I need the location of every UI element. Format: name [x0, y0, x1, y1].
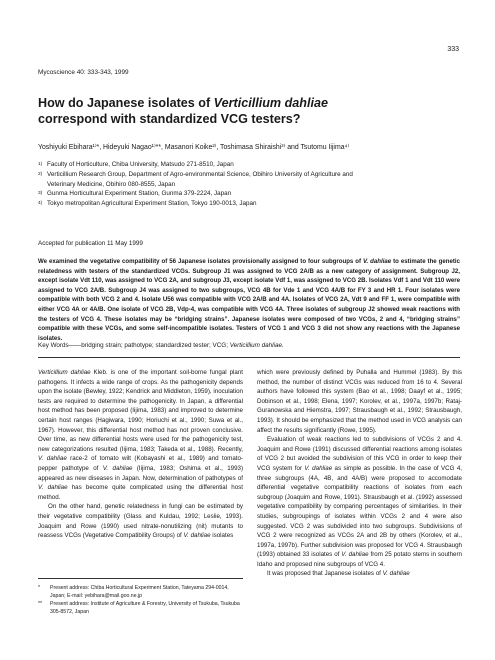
affiliation-mark: 3): [38, 191, 43, 197]
footnotes: [38, 578, 243, 616]
species-name: V. dahliae: [102, 464, 133, 472]
body-paragraph: [38, 502, 243, 540]
keywords-text: bridging strain; pathotype; standardized tester; VCG;: [81, 342, 230, 349]
abstract-text: We examined the vegetative compatibility of 56 Japanese isolates provisionally assigned to four subgroups of: [38, 258, 363, 265]
affiliation-mark: 1): [38, 162, 43, 167]
section-divider: [38, 357, 460, 358]
affiliation-item: [38, 170, 468, 180]
body-paragraph: [38, 368, 243, 502]
affiliations: [38, 160, 468, 209]
title-part-1: How do Japanese isolates of: [38, 96, 214, 110]
footnote-mark: *: [38, 585, 41, 591]
page-number: 333: [447, 46, 459, 53]
body-paragraph: [257, 569, 462, 579]
abstract-species: V. dahliae: [363, 258, 392, 265]
body-text: as simple as possible. In the case of VCG 4, three subgroups (4A, 4B, and 4A/B) were proposed to accomodate differential vegetative compatibility reactions of isolates from each subgroup (Joaquim and Rowe, 1991). Strausbaugh et al. (1992) assessed vegetative compatibility by comparing percentages of similarities. In their studies, subgroupings of isolates within VCGs 2 and 4 were also suggested. VCG 2 was subdivided into two subgroups. Subdivisions of VCG 2 were recognized as VCGs 2A and 2B by others (Korolev, et al., 1997a, 1997b). Further subdivision was proposed for VCG 4. Strausbaugh (1993) obtained 33 isolates of: [257, 464, 462, 559]
species-name: Verticillium dahliae: [38, 369, 91, 376]
affiliation-mark: [38, 180, 47, 190]
affiliation-mark: 4): [38, 201, 43, 207]
body-paragraph: [257, 368, 462, 435]
body-text: from 25 potato stems in southern Idaho and proposed nine subgroups of VCG 4.: [257, 551, 463, 568]
keywords: [38, 342, 468, 349]
footnote-text: Present address: Institute of Agriculture & Forestry, University of Tsukuba, Tsukuba 305-8572, Japan: [50, 601, 240, 615]
species-name: V. dahliae: [304, 464, 333, 472]
body-text: On the other hand, genetic relatedness in fungi can be estimated by their vegetative compatibility (Glass and Kuldau, 1992; Leslie, 1993). Joaquim and Rowe (1990) used nitrate-nonutilizing (nit) mutants to reassess VCGs (Vegetative Compatibility Groups) of: [38, 503, 243, 540]
affiliation-text: Tokyo metropolitan Agricultural Experiment Station, Tokyo 190-0013, Japan: [47, 200, 257, 208]
affiliation-item: [38, 160, 468, 170]
species-name: V. dahliae: [38, 484, 68, 492]
species-name: V. dahliae: [382, 570, 410, 578]
body-text: Kleb. is one of the important soil-borne fungal plant pathogens. It infects a wide range of crops. As the pathogenicity depends upon the isolate (Bewley, 1922; Kendrick and Middleton, 1959), inoculation tests are required to determine the pathogenicity. In Japan, a differential host method has been proposed (Iijima, 1983) and improved to determine certain host ranges (Hagiwara, 1990; Horiuchi et al., 1990; Suwa et al., 1967). However, this differential host method has not proven conclusive. Over time, as new differential hosts were used for the pathogenicity test, new categorizations resulted (Iijima, 1983; Takeda et al., 1988). Recently,: [38, 369, 243, 453]
affiliation-item: [38, 189, 468, 199]
title-species-name: Verticillium dahliae: [213, 96, 328, 110]
body-text: It was proposed that Japanese isolates of: [267, 570, 383, 578]
body-text: (Iijima, 1983; Oshima et al., 1993) appeared as new diseases in Japan. Now, determination of pathotypes of: [38, 464, 244, 482]
footnote: [38, 600, 243, 616]
body-text: Evaluation of weak reactions led to subdivisions of VCGs 2 and 4. Joaquim and Rowe (1991) discussed differential reactions among isolates of VCG 2 but avoided the subdivision of this VCG in order to keep their VCG system for: [257, 436, 462, 472]
affiliation-mark: 2): [38, 171, 43, 177]
abstract: [38, 257, 460, 343]
footnote-mark: **: [38, 601, 43, 607]
body-text: has become quite complicated using the differential host method.: [38, 484, 243, 501]
footnote: [38, 584, 243, 600]
footnote-text: Present address: Chiba Horticultural Experiment Station, Tateyama 294-0014, Japan; E-mail: yebihara@mail.goo.ne.jp: [50, 585, 229, 599]
title-part-2: correspond with standardized VCG testers?: [38, 112, 301, 126]
body-column-right: [257, 368, 462, 579]
body-text: isolates: [210, 532, 234, 540]
affiliation-item: [38, 180, 468, 190]
keywords-label: Key Words——: [38, 342, 82, 349]
species-name: V. dahliae: [341, 551, 369, 559]
body-text: race-2 of tomato wilt (Kobayashi et al., 1989) and tomato-pepper pathotype of: [38, 455, 243, 472]
journal-citation: Mycoscience 40: 333-343, 1999: [38, 69, 129, 76]
species-name: V. dahliae: [183, 532, 211, 540]
affiliation-text: Verticillium Research Group, Department of Agro-environmental Science, Obihiro University of Agriculture and: [47, 170, 353, 178]
body-text: which were previously defined by Puhalla and Hummel (1983). By this method, the number of distinct VCGs was reduced from 16 to 4. Several authors have followed this system (Bao et al., 1998; Daayf et al., 1995; Dobinson et al., 1998; Elena, 1997; Korolev, et al., 1997a, 1997b; Rataj-Guranowska and Hiemstra, 1997; Strausbaugh et al., 1992; Strausbaugh, 1993). It should be emphasized that the method used in VCG analysis can affect the results significantly (Rowe, 1995).: [257, 369, 462, 434]
affiliation-text: Gunma Horticultural Experiment Station, Gunma 379-2224, Japan: [47, 190, 232, 198]
article-title: [38, 95, 458, 127]
abstract-text: to estimate the genetic relatedness with testers of the standardized VCGs. Subgroup J1 was assigned to VCG 2A/B as a new category of assignment. Subgroup J2, except isolate Vdt 110, was assigned to VCG 2A, and subgroup J3, except isolate Vdf 1, was assigned to VCG 2B. Isolates Vdf 1 and Vdt 110 were assigned to VCG 2A/B. Subgroup J4 was assigned to two subgroups, VCG 4B for Vde 1 and VCG 4A/B for FY 3 and HR 1. Four isolates were compatible with both VCG 2 and 4. Isolate U56 was compatible with VCG 2A/B and 4A. Isolates of VCG 2A, Vdt 9 and FF 1, were compatible with either VCG 4A or 4A/B. One isolate of VCG 2B, Vdp-4, was compatible with VCG 4A. Three isolates of subgroup J2 showed weak reactions with the testers of VCG 4. These isolates may be “bridging strains”. Japanese isolates were composed of two VCGs, 2 and 4, “bridging strains” compatible with these VCGs, and some self-incompatible isolates. Testers of VCG 1 and VCG 3 did not show any reactions with the Japanese isolates.: [38, 258, 460, 342]
affiliation-text: Veterinary Medicine, Obihiro 080-8555, Japan: [47, 180, 176, 188]
body-column-left: [38, 368, 243, 541]
keywords-species: Verticillium dahliae.: [229, 342, 284, 349]
affiliation-text: Faculty of Horticulture, Chiba University, Matsudo 271-8510, Japan: [47, 161, 234, 168]
affiliation-item: [38, 199, 468, 209]
accepted-date: Accepted for publication 11 May 1999: [38, 240, 143, 247]
species-name: V. dahliae: [38, 455, 67, 463]
author-list: Yoshiyuki Ebihara¹⁾*, Hideyuki Nagao¹⁾**, Masanori Koike²⁾, Toshimasa Shiraishi³⁾ and Tsutomu Iijima⁴⁾: [38, 144, 350, 151]
body-paragraph: [257, 435, 462, 569]
